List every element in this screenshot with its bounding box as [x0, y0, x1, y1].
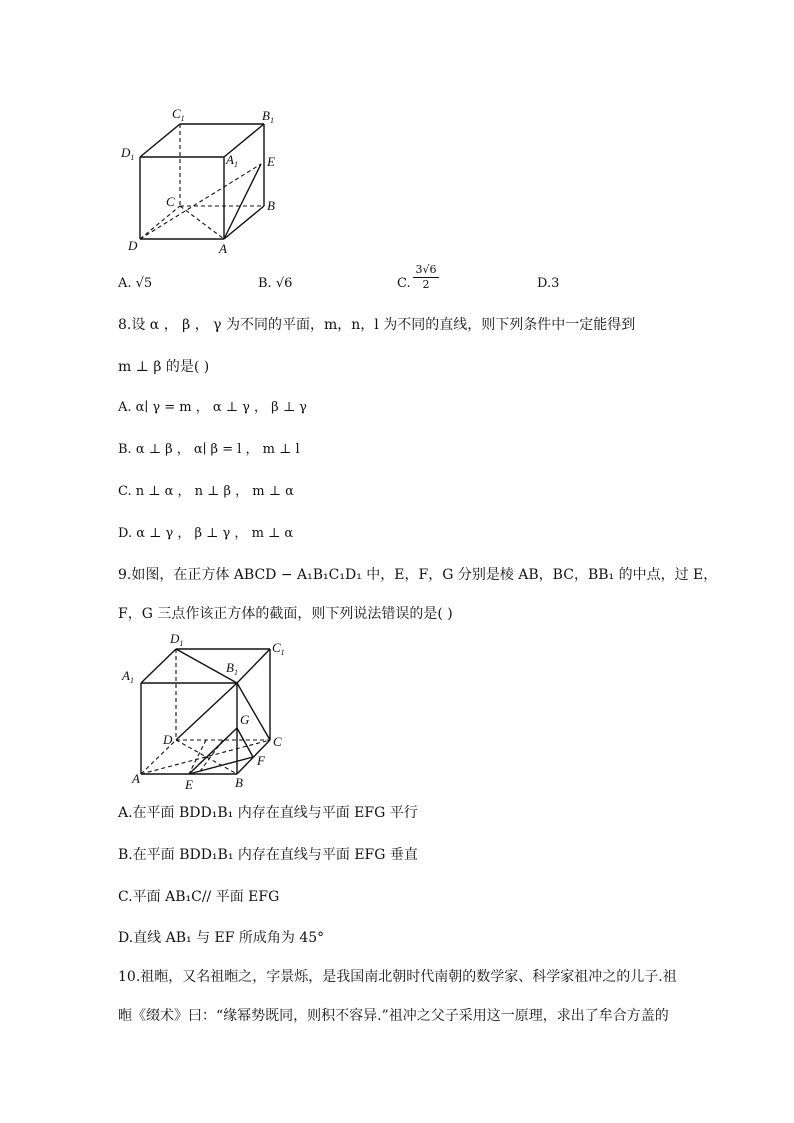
label-e: E [185, 777, 193, 792]
q10-line-1: 10.祖暅，又名祖暅之，字景烁，是我国南北朝时代南朝的数学家、科学家祖冲之的儿子.祖 [118, 969, 677, 985]
label-b: B [267, 198, 275, 213]
q9-option-d: D.直线 AB₁ 与 EF 所成角为 45° [118, 930, 325, 946]
q7-option-b: B. √6 [258, 276, 293, 291]
q8-option-d: D. α ⊥ γ ， β ⊥ γ ， m ⊥ α [118, 526, 294, 541]
label-c: C [166, 194, 175, 209]
q9-option-b: B.在平面 BDD₁B₁ 内存在直线与平面 EFG 垂直 [118, 847, 418, 863]
cube-figure-2 [118, 625, 298, 795]
q8-option-c: C. n ⊥ α ， n ⊥ β ， m ⊥ α [118, 484, 294, 499]
q7-option-c-prefix: C. [397, 276, 411, 291]
label-a1: $A_1$ [122, 668, 134, 685]
label-c: C [273, 734, 282, 749]
label-d1: $D_1$ [121, 145, 135, 162]
q8-stem-line-2: m ⊥ β 的是( ) [118, 359, 210, 375]
q8-stem-line-1: 8.设 α ， β ， γ 为不同的平面，m，n，l 为不同的直线，则下列条件中一定能得到 [118, 317, 636, 333]
label-d: D [163, 732, 173, 747]
label-a: A [219, 241, 227, 256]
q10-line-2: 暅《缀术》曰：“缘幂势既同，则积不容异.”祖冲之父子采用这一原理，求出了牟合方盖的 [118, 1008, 669, 1024]
q9-stem-line-1: 9.如图，在正方体 ABCD − A₁B₁C₁D₁ 中，E，F，G 分别是棱 AB，BC，BB₁ 的中点，过 E， [118, 567, 718, 583]
label-c1: $C_1$ [272, 640, 285, 657]
label-a1: $A_1$ [226, 152, 238, 169]
q9-option-a: A.在平面 BDD₁B₁ 内存在直线与平面 EFG 平行 [118, 805, 418, 821]
label-c1: $C_1$ [172, 106, 185, 123]
label-f: F [257, 753, 265, 768]
label-b1: $B_1$ [262, 108, 274, 125]
q7-option-a: A. √5 [118, 276, 153, 291]
q7-option-c-fraction [413, 263, 439, 292]
q7-option-c-numerator: 3√6 [413, 263, 439, 278]
label-b: B [235, 775, 243, 790]
q8-option-a: A. α∣ γ = m ， α ⊥ γ ， β ⊥ γ [118, 400, 307, 415]
label-d1: $D_1$ [170, 631, 184, 648]
q8-option-b: B. α ⊥ β ， α∣ β = l ， m ⊥ l [118, 442, 300, 457]
q7-option-c-denominator: 2 [422, 278, 430, 291]
label-g: G [240, 712, 250, 727]
q7-option-d: D.3 [537, 276, 560, 291]
q9-stem-line-2: F，G 三点作该正方体的截面，则下列说法错误的是( ) [118, 606, 453, 622]
label-e: E [267, 154, 275, 169]
cube-figure-1 [118, 100, 288, 260]
q9-option-c: C.平面 AB₁C// 平面 EFG [118, 889, 280, 905]
label-a: A [132, 771, 140, 786]
label-d: D [128, 238, 138, 253]
label-b1: $B_1$ [226, 660, 238, 677]
